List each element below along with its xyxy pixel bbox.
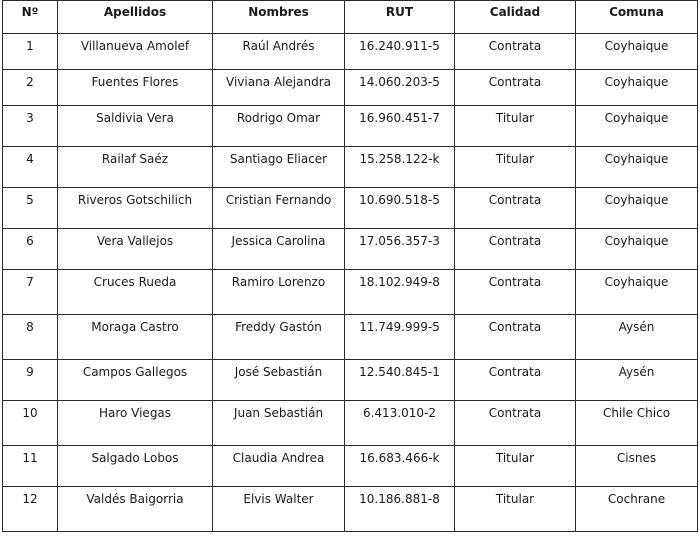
- cell-rut: 16.683.466-k: [345, 446, 455, 487]
- cell-calidad: Titular: [455, 147, 576, 188]
- cell-apellidos: Railaf Saéz: [58, 147, 213, 188]
- cell-comuna: Coyhaique: [576, 106, 698, 147]
- cell-comuna: Aysén: [576, 315, 698, 360]
- cell-apellidos: Riveros Gotschilich: [58, 188, 213, 229]
- table-row: [3, 487, 698, 532]
- cell-calidad: Contrata: [455, 270, 576, 315]
- cell-number: 10: [3, 401, 58, 446]
- cell-apellidos: Villanueva Amolef: [58, 34, 213, 70]
- cell-rut: 11.749.999-5: [345, 315, 455, 360]
- cell-comuna: Coyhaique: [576, 34, 698, 70]
- cell-calidad: Contrata: [455, 401, 576, 446]
- cell-comuna: Cochrane: [576, 487, 698, 532]
- cell-apellidos: Salgado Lobos: [58, 446, 213, 487]
- cell-comuna: Aysén: [576, 360, 698, 401]
- table-row: [3, 70, 698, 106]
- cell-number: 12: [3, 487, 58, 532]
- cell-calidad: Contrata: [455, 360, 576, 401]
- table-row: [3, 270, 698, 315]
- personnel-table: [2, 0, 698, 532]
- cell-nombres: Rodrigo Omar: [213, 106, 345, 147]
- cell-nombres: Ramiro Lorenzo: [213, 270, 345, 315]
- cell-calidad: Titular: [455, 106, 576, 147]
- cell-number: 7: [3, 270, 58, 315]
- cell-rut: 15.258.122-k: [345, 147, 455, 188]
- cell-apellidos: Fuentes Flores: [58, 70, 213, 106]
- cell-nombres: Cristian Fernando: [213, 188, 345, 229]
- cell-nombres: Santiago Eliacer: [213, 147, 345, 188]
- cell-calidad: Contrata: [455, 229, 576, 270]
- cell-nombres: Freddy Gastón: [213, 315, 345, 360]
- cell-rut: 12.540.845-1: [345, 360, 455, 401]
- cell-number: 2: [3, 70, 58, 106]
- table-row: [3, 401, 698, 446]
- cell-rut: 16.240.911-5: [345, 34, 455, 70]
- cell-nombres: José Sebastián: [213, 360, 345, 401]
- table-row: [3, 360, 698, 401]
- cell-number: 11: [3, 446, 58, 487]
- cell-comuna: Coyhaique: [576, 188, 698, 229]
- cell-apellidos: Saldivia Vera: [58, 106, 213, 147]
- cell-rut: 6.413.010-2: [345, 401, 455, 446]
- header-row: [3, 1, 698, 34]
- cell-number: 6: [3, 229, 58, 270]
- cell-calidad: Titular: [455, 487, 576, 532]
- cell-apellidos: Cruces Rueda: [58, 270, 213, 315]
- cell-apellidos: Campos Gallegos: [58, 360, 213, 401]
- cell-nombres: Jessica Carolina: [213, 229, 345, 270]
- cell-rut: 10.186.881-8: [345, 487, 455, 532]
- header-nombres: Nombres: [213, 1, 345, 34]
- table-row: [3, 188, 698, 229]
- cell-comuna: Coyhaique: [576, 270, 698, 315]
- table-row: [3, 229, 698, 270]
- cell-number: 4: [3, 147, 58, 188]
- cell-nombres: Juan Sebastián: [213, 401, 345, 446]
- cell-number: 3: [3, 106, 58, 147]
- cell-rut: 16.960.451-7: [345, 106, 455, 147]
- table-row: [3, 315, 698, 360]
- table-row: [3, 34, 698, 70]
- cell-rut: 14.060.203-5: [345, 70, 455, 106]
- cell-comuna: Cisnes: [576, 446, 698, 487]
- cell-calidad: Contrata: [455, 70, 576, 106]
- cell-rut: 17.056.357-3: [345, 229, 455, 270]
- header-calidad: Calidad: [455, 1, 576, 34]
- cell-apellidos: Moraga Castro: [58, 315, 213, 360]
- cell-number: 5: [3, 188, 58, 229]
- table-row: [3, 446, 698, 487]
- cell-nombres: Elvis Walter: [213, 487, 345, 532]
- cell-nombres: Claudia Andrea: [213, 446, 345, 487]
- cell-nombres: Raúl Andrés: [213, 34, 345, 70]
- table-row: [3, 147, 698, 188]
- cell-calidad: Contrata: [455, 315, 576, 360]
- cell-apellidos: Haro Viegas: [58, 401, 213, 446]
- cell-number: 8: [3, 315, 58, 360]
- cell-calidad: Contrata: [455, 188, 576, 229]
- header-comuna: Comuna: [576, 1, 698, 34]
- cell-comuna: Coyhaique: [576, 147, 698, 188]
- header-number: Nº: [3, 1, 58, 34]
- header-rut: RUT: [345, 1, 455, 34]
- cell-number: 9: [3, 360, 58, 401]
- header-apellidos: Apellidos: [58, 1, 213, 34]
- cell-nombres: Viviana Alejandra: [213, 70, 345, 106]
- cell-calidad: Contrata: [455, 34, 576, 70]
- cell-number: 1: [3, 34, 58, 70]
- cell-comuna: Coyhaique: [576, 229, 698, 270]
- cell-calidad: Titular: [455, 446, 576, 487]
- cell-rut: 18.102.949-8: [345, 270, 455, 315]
- cell-comuna: Chile Chico: [576, 401, 698, 446]
- table-row: [3, 106, 698, 147]
- cell-apellidos: Valdés Baigorria: [58, 487, 213, 532]
- cell-rut: 10.690.518-5: [345, 188, 455, 229]
- cell-apellidos: Vera Vallejos: [58, 229, 213, 270]
- cell-comuna: Coyhaique: [576, 70, 698, 106]
